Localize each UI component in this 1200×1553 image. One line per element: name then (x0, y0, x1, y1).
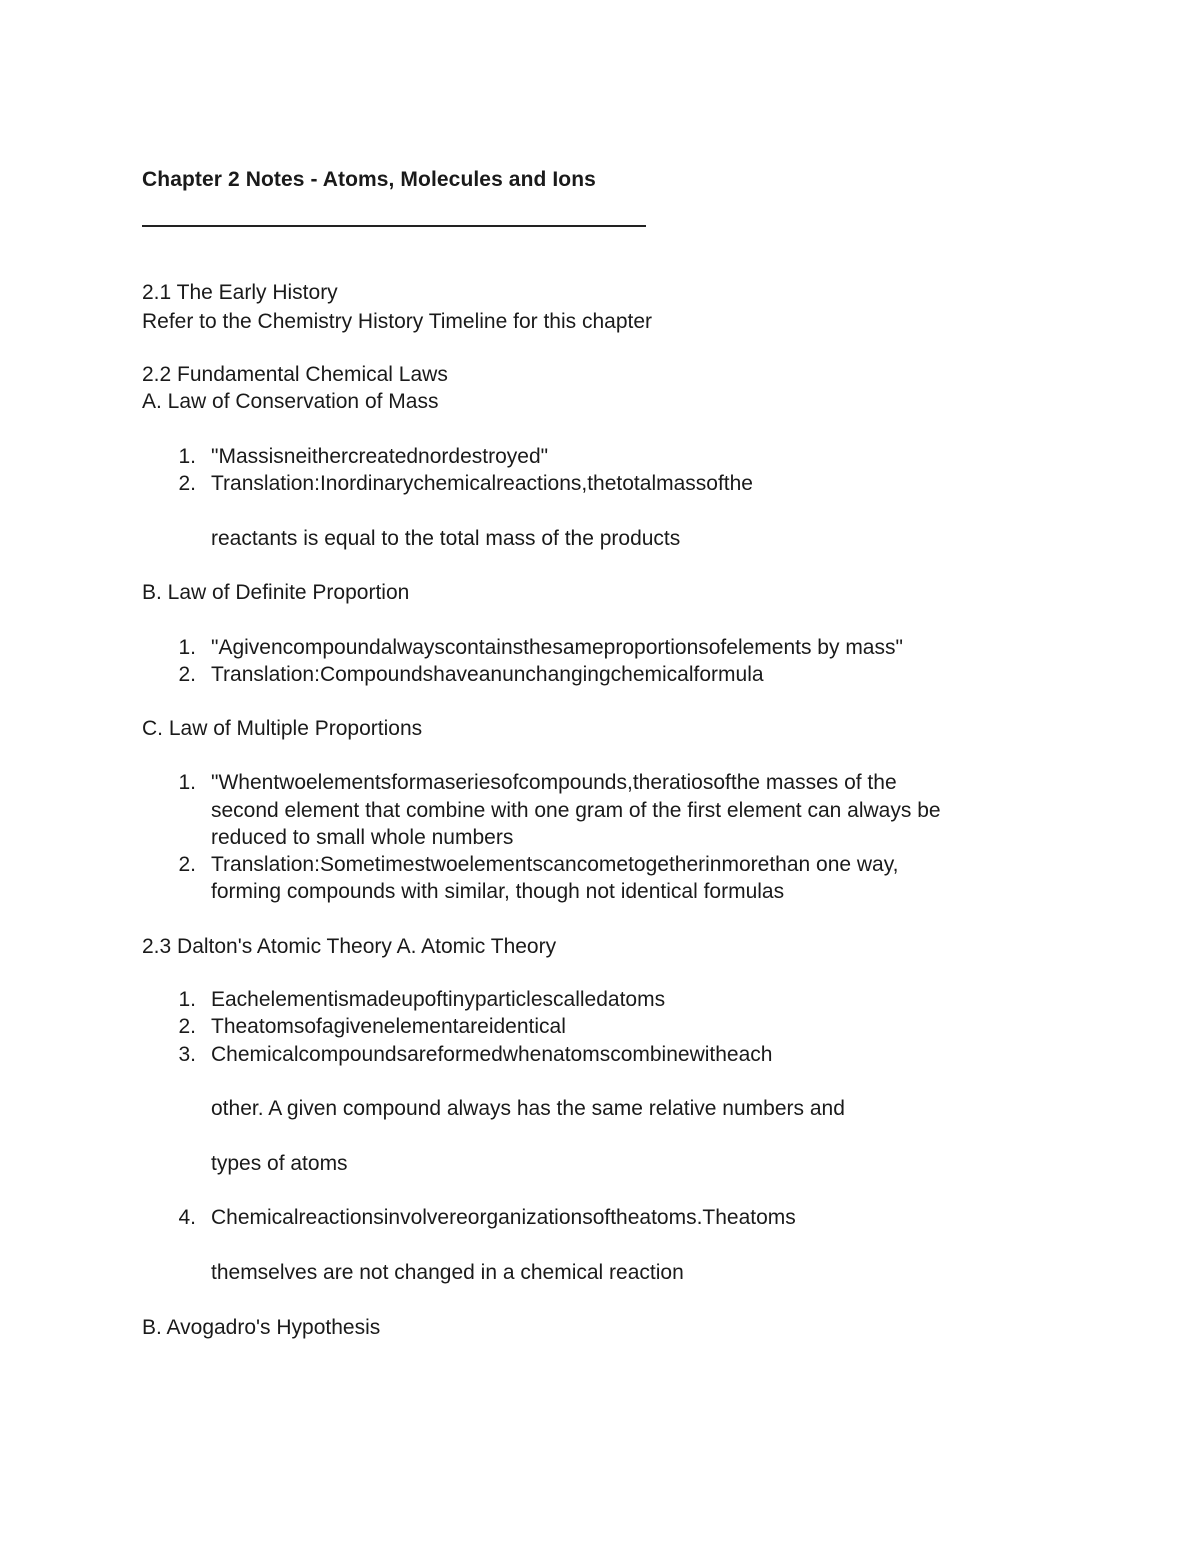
law-a-heading: A. Law of Conservation of Mass (142, 390, 439, 413)
list-number: 1. (178, 636, 196, 659)
list-number: 4. (178, 1206, 196, 1229)
list-number: 2. (178, 1015, 196, 1038)
list-number: 2. (178, 853, 196, 876)
avogadro-heading: B. Avogadro's Hypothesis (142, 1316, 381, 1339)
atomic-theory-item-4: Chemicalreactionsinvolvereorganizationsoftheatoms.Theatoms (211, 1206, 796, 1229)
list-number: 1. (178, 771, 196, 794)
section-2-3-heading: 2.3 Dalton's Atomic Theory A. Atomic Theory (142, 935, 557, 958)
law-c-item-2-line-1: Translation:Sometimestwoelementscancometogetherinmorethan one way, (211, 853, 899, 876)
list-number: 1. (178, 445, 196, 468)
law-a-item-2-continued: reactants is equal to the total mass of the products (211, 527, 681, 550)
atomic-theory-item-3-continued-2: types of atoms (211, 1152, 348, 1175)
law-c-item-1-line-2: second element that combine with one gram of the first element can always be (211, 799, 941, 822)
section-2-2-heading: 2.2 Fundamental Chemical Laws (142, 363, 448, 386)
list-number: 3. (178, 1043, 196, 1066)
law-a-item-1: "Massisneithercreatednordestroyed" (211, 445, 549, 468)
atomic-theory-item-2: Theatomsofagivenelementareidentical (211, 1015, 566, 1038)
list-number: 1. (178, 988, 196, 1011)
list-number: 2. (178, 663, 196, 686)
law-b-item-2: Translation:Compoundshaveanunchangingchemicalformula (211, 663, 764, 686)
list-number: 2. (178, 472, 196, 495)
law-b-item-1: "Agivencompoundalwayscontainsthesameproportionsofelements by mass" (211, 636, 903, 659)
law-c-heading: C. Law of Multiple Proportions (142, 717, 423, 740)
atomic-theory-item-3: Chemicalcompoundsareformedwhenatomscombinewitheach (211, 1043, 773, 1066)
law-b-heading: B. Law of Definite Proportion (142, 581, 410, 604)
law-a-item-2: Translation:Inordinarychemicalreactions,thetotalmassofthe (211, 472, 753, 495)
atomic-theory-item-3-continued-1: other. A given compound always has the same relative numbers and (211, 1097, 845, 1120)
law-c-item-2-line-2: forming compounds with similar, though not identical formulas (211, 880, 785, 903)
section-2-1-text: Refer to the Chemistry History Timeline for this chapter (142, 310, 653, 333)
section-2-1-heading: 2.1 The Early History (142, 281, 338, 304)
law-c-item-1-line-1: "Whentwoelementsformaseriesofcompounds,theratiosofthe masses of the (211, 771, 897, 794)
title-underline (142, 225, 646, 227)
atomic-theory-item-4-continued: themselves are not changed in a chemical reaction (211, 1261, 684, 1284)
law-c-item-1-line-3: reduced to small whole numbers (211, 826, 514, 849)
atomic-theory-item-1: Eachelementismadeupoftinyparticlescalledatoms (211, 988, 666, 1011)
page-title: Chapter 2 Notes - Atoms, Molecules and Ions (142, 168, 596, 191)
